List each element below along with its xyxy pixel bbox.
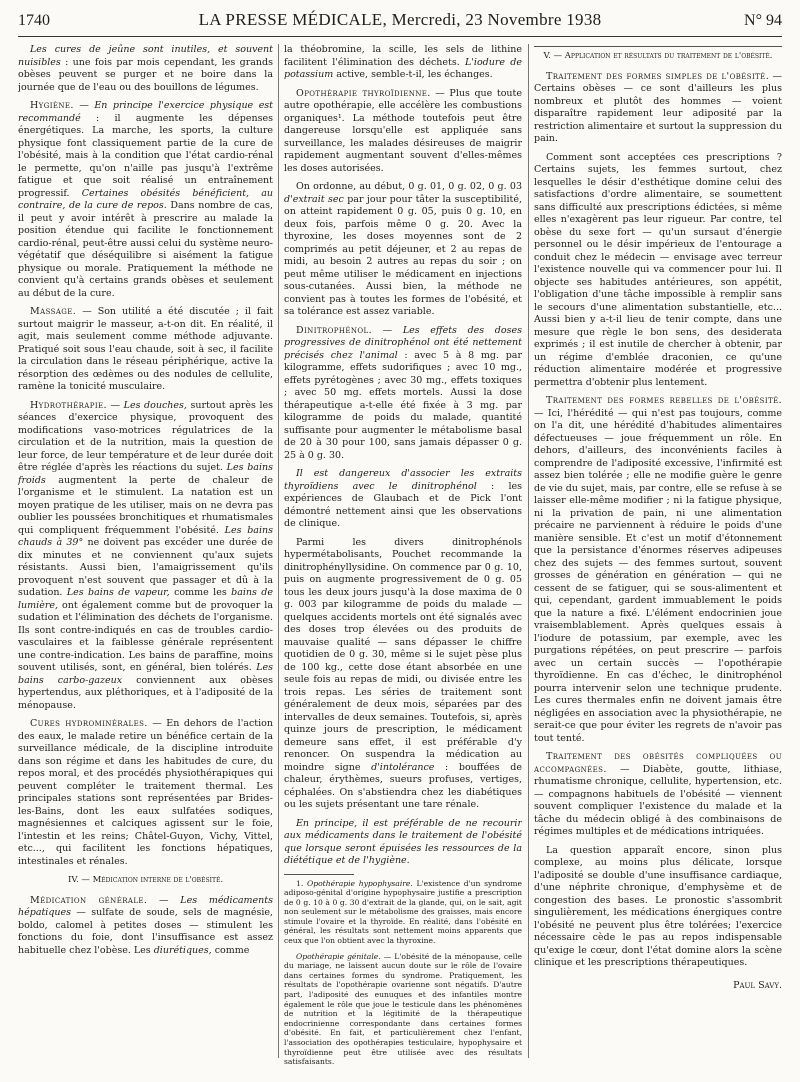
- text: Dans nombre de cas, il peut y avoir intérêt à prescrire au malade la position étendue qui facilite le fonctionnement cardio-rénal, peut-être aussi celui du système neuro-végétatif que déséquilibre si aisément la fatigue physique ou morale. Pratiquement la méthode ne convient qu'à certains grands obèses et seulement au début de la cure.: [18, 200, 273, 299]
- text: ont également comme but de provoquer la sudation et l'élimination des déchets de l'organisme. Ils sont contre-indiqués en cas de troubles cardio-vasculaires et la faiblesse générale représentent une contre-indication. Les bains de paraffine, moins souvent utilisés, sont, en général, bien tolérés.: [18, 599, 273, 673]
- paragraph-rebel-forms: [534, 395, 782, 745]
- paragraph-continuation: [284, 44, 522, 82]
- emphasis: Opothérapie hypophysaire.: [306, 878, 413, 888]
- footnote-2: [284, 952, 522, 1067]
- run-in-heading: Traitement des formes rebelles de l'obésité.: [546, 395, 782, 406]
- emphasis: Les effets des doses progressives de dinitrophénol ont été nettement précisés chez l'animal: [284, 324, 522, 361]
- paragraph-hydromineral-cures: [18, 718, 273, 868]
- run-in-heading: Massage.: [30, 306, 77, 317]
- paragraph-simple-forms: [534, 71, 782, 146]
- run-in-heading: Cures hydrominérales.: [30, 718, 148, 729]
- emphasis: d'intolérance: [371, 761, 435, 773]
- run-in-heading: Hygiène.: [30, 100, 74, 111]
- text: — Diabète, goutte, lithiase, rhumatisme chronique, cellulite, hypertension, etc. — compagnons habituels de l'obésité — viennent souvent compliquer l'existence du malade et la tâche du médecin obligé à des combinaisons de régimes multiples et de médications intriquées.: [534, 763, 782, 837]
- run-in-heading: Dinitrophénol.: [296, 324, 373, 336]
- paragraph-complex-question: [534, 845, 782, 970]
- emphasis: d'extrait sec: [284, 193, 344, 205]
- text: ne doivent pas excéder une durée de dix minutes et ne conviennent qu'aux sujets résistants. Aussi bien, l'amaigrissement qu'ils provoquent n'est souvent que passager et dû à la sudation.: [18, 537, 273, 598]
- paragraph-general-medication: Médication générale. — Les médicaments hépatiques — sulfate de soude, sels de magnésie, boldo, calomel à petites doses — stimulent les fonctions du foie, dont l'insuffisance est assez habituelle chez l'obèse. Les diurétiques, comme: [18, 894, 273, 956]
- paragraph-complicated-forms: [534, 751, 782, 839]
- page-header: [18, 10, 782, 37]
- text: — Ici, l'hérédité — qui n'est pas toujours, comme on l'a dit, une hérédité d'habitudes alimentaires défectueuses — joue fréquemment un rôle. En dehors, d'ailleurs, des inconvénients faciles à comprendre de l'adiposité excessive, l'infirmité est assez bien tolérée ; elle ne modifie guère le genre de vie du sujet, mais, par contre, elle se refuse à se laisser elle-même modifier ; ni la fatigue physique, ni la privation de pain, ni une alimentation précaire ne parviennent à réduire le poids d'une manière sensible. Et c'est un motif d'étonnement que la persistance d'énormes réserves adipeuses chez des sujets — des femmes surtout, souvent grosses de génération en génération — qui ne cessent de se fatiguer, qui se sous-alimentent et qui, cependant, gardent immuablement le poids que la nature a fixé. L'élément endocrinien joue vraisemblablement. Après quelques essais à l'iodure de potassium, par exemple, avec les purgations répétées, on peut prescrire — parfois avec un certain succès — l'opothérapie thyroïdienne. En cas d'échec, le dinitrophénol pourra intervenir selon une technique prudente. Les cures thermales enfin ne doivent jamais être négligées en association avec la physiothérapie, ne serait-ce que pour éviter les regrets de n'avoir pas tout tenté.: [534, 407, 782, 744]
- emphasis: En principe l'exercice physique est recommandé: [18, 100, 273, 124]
- paragraph-hydrotherapy: Hydrothérapie. — Les douches, surtout après les séances d'exercice physique, provoquent des modifications vaso-motrices régulatrices de la circulation et de la nutrition, mais la question de leur force, de leur température et de leur durée doit être réglée d'après les réactions du sujet. Les bains froids augmentent la perte de chaleur de l'organisme et le stimulent. La natation est un moyen pratique de les utiliser, mais on ne devra pas oublier les poussées bronchitiques et rhumatismales qui compliquent fréquemment l'obésité. Les bains chauds à 39° ne doivent pas excéder une durée de dix minutes et ne conviennent qu'aux sujets résistants. Aussi bien, l'amaigrissement qu'ils provoquent n'est souvent que passager et dû à la sudation. Les bains de vapeur, comme les bains de lumière, ont également comme but de provoquer la sudation et l'élimination des déchets de l'organisme. Ils sont contre-indiqués en cas de troubles cardio-vasculaires et la faiblesse générale représentent une contre-indication. Les bains de paraffine, moins souvent utilisés, sont, en général, bien tolérés. Les bains carbo-gazeux conviennent aux obèses hypertendus, aux pléthoriques, et à l'adiposité de la ménopause.: [18, 399, 273, 711]
- paragraph-dinitrophenol-dosage: [284, 537, 522, 812]
- text: : bouffées de chaleur, érythèmes, sueurs profuses, vertiges, céphalées. On s'abstiendra chez les diabétiques ou les sujets présentant une tare rénale.: [284, 761, 522, 810]
- text: : les expériences de Glaubach et de Pick l'ont démontré nettement ainsi que les observations de clinique.: [284, 480, 522, 529]
- paragraph-hygiene: Hygiène. — En principe l'exercice physique est recommandé : il augmente les dépenses énergétiques. La marche, les sports, la culture physique font classiquement partie de la cure de l'obésité, mais à la condition que l'état cardio-rénal le permette, qu'on n'aille pas jusqu'à l'extrême fatigue et que soit réalisé un entraînement progressif. Certaines obésités bénéficient, au contraire, de la cure de repos. Dans nombre de cas, il peut y avoir intérêt à prescrire au malade la position étendue qui facilite le fonctionnement cardio-rénal, peut-être aussi celui du système neuro-végétatif que déséquilibre si aisément la fatigue physique ou morale. Pratiquement la méthode ne convient qu'à certains grands obèses et seulement au début de la cure.: [18, 100, 273, 299]
- text: par jour pour tâter la susceptibilité, on atteint rapidement 0 g. 05, puis 0 g. 10, en deux fois, parfois même 0 g. 20. Avec la thyroxine, les doses moyennes sont de 2 comprimés au petit déjeuner, et 2 au repas de midi, au besoin 2 autres au repas du soir ; on peut même utiliser le médicament en injections sous-cutanées. Aussi bien, la méthode ne convient pas à toutes les formes de l'obésité, et sa tolérance est assez variable.: [284, 193, 522, 317]
- paragraph-principle: [284, 818, 522, 868]
- text: Parmi les divers dinitrophénols hypermétabolisants, Pouchet recommande la dinitrophényllysidine. On commence par 0 g. 10, puis on augmente progressivement de 0 g. 05 tous les deux jours jusqu'à la dose maxima de 0 g. 003 par kilogramme de poids du malade — quelques accidents mortels ont été signalés avec des doses trop élevées ou des produits de mauvaise qualité — sans dépasser le chiffre quotidien de 0 g. 30, même si le sujet pèse plus de 100 kg., cette dose étant absorbée en une seule fois au repas de midi, ou divisée entre les trois repas. Les séries de traitement sont généralement de deux mois, séparées par des intervalles de deux semaines. Toutefois, si, après quinze jours de prescription, le médicament demeure sans effet, il est préférable d'y renoncer. On suspendra la médication au moindre signe: [284, 536, 522, 773]
- paragraph-thyroid-opotherapy: [284, 88, 522, 176]
- emphasis: Les médicaments hépatiques: [18, 894, 273, 918]
- column-rule-right: [528, 44, 529, 1058]
- run-in-heading: Traitement des obésités compliquées ou accompagnées.: [534, 751, 782, 775]
- paragraph-dinitrophenol: Dinitrophénol. — Les effets des doses progressives de dinitrophénol ont été nettement précisés chez l'animal : avec 5 à 8 mg. par kilogramme, effets sudorifiques ; avec 10 mg., effets pyrétogènes ; avec 30 mg., effets toxiques ; avec 50 mg. effets mortels. Aussi la dose thérapeutique a-t-elle été fixée à 3 mg. par kilogramme de poids du malade, quantité suffisante pour augmenter le métabolisme basal de 20 à 30 pour 100, sans jamais dépasser 0 g. 25 à 0 g. 30.: [284, 324, 522, 461]
- emphasis: Il est dangereux d'associer les extraits thyroïdiens avec le dinitrophénol: [284, 468, 522, 492]
- text: conviennent aux obèses hypertendus, aux pléthoriques, et à l'adiposité de la ménopause.: [18, 674, 273, 711]
- paragraph-massage: [18, 306, 273, 394]
- footnote-rule: [284, 874, 354, 875]
- text: : une fois par mois cependant, les grands obèses peuvent se purger et ne boire dans la journée que de l'eau ou des bouillons de légumes.: [18, 56, 273, 93]
- text: L'existence d'un syndrome adiposo-génital d'origine hypophysaire justifie a prescription de 0 g. 10 à 0 g. 30 d'extrait de la glande, qui, on le sait, agit non seulement sur le métabolisme des graisses, mais encore stimule l'ovaire et la thyroïde. En réalité, dans l'obésité en général, les résultats sont nettement moins apparents que ceux que l'on obtient avec la thyroxine.: [284, 878, 522, 946]
- text: — L'obésité de la ménopause, celle du mariage, ne laissent aucun doute sur le rôle de l'ovaire dans certaines formes du syndrome. Pratiquement, les résultats de l'opothérapie ovarienne sont négatifs. D'autre part, l'adiposité des eunuques et des infantiles montre également le rôle que joue le testicule dans les phénomènes de nutrition et la légitimité de la thérapeutique endocrinienne correspondante dans certaines formes d'obésité. En fait, et particulièrement chez l'enfant, l'association des opothérapies testiculaire, hypophysaire et thyroïdienne peut être utilisée avec des résultats satisfaisants.: [284, 951, 522, 1067]
- author-signature: Paul Savy.: [733, 979, 782, 991]
- run-in-heading: Opothérapie thyroïdienne.: [296, 87, 431, 99]
- emphasis: Les bains de vapeur,: [66, 587, 170, 598]
- text: la théobromine, la scille, les sels de lithine facilitent l'élimination des déchets.: [284, 44, 522, 68]
- text: — Certains obèses — ce sont d'ailleurs les plus nombreux et plutôt des hommes — voient disparaître rapidement leur adiposité par la restriction alimentaire et surtout la suppression du pain.: [534, 70, 782, 144]
- section-heading-iv: IV. — Médication interne de l'obésité.: [67, 875, 224, 885]
- emphasis: Les bains froids: [18, 462, 273, 486]
- section-heading-v: V. — Application et résultats du traitement de l'obésité.: [534, 46, 782, 63]
- emphasis: diurétiques,: [153, 944, 212, 956]
- text: La question apparaît encore, sinon plus complexe, au moins plus délicate, lorsque l'adiposité se double d'une insuffisance cardiaque, d'une néphrite chronique, d'emphysème et de congestion des bases. Le pronostic s'assombrit singulièrement, les médications énergiques contre l'obésité ne peuvent plus être tolérées; l'exercice nécessaire cède le pas au repos indispensable qu'exige le cœur, dont l'état domine alors la scène clinique et les prescriptions thérapeutiques.: [534, 844, 782, 968]
- journal-title: LA PRESSE MÉDICALE, Mercredi, 23 Novembre 1938: [198, 10, 602, 29]
- issue-number: N° 94: [744, 12, 782, 29]
- emphasis: Les douches,: [123, 399, 187, 411]
- emphasis: En principe, il est préférable de ne recourir aux médicaments dans le traitement de l'obésité que lorsque seront épuisées les ressources de la diététique et de l'hygiène.: [284, 817, 522, 866]
- text: active, semble-t-il, les échanges.: [333, 69, 493, 80]
- footnote-1: 1. Opothérapie hypophysaire. L'existence d'un syndrome adiposo-génital d'origine hypophysaire justifie a prescription de 0 g. 10 à 0 g. 30 d'extrait de la glande, qui, on le sait, agit non seulement sur le métabolisme des graisses, mais encore stimule l'ovaire et la thyroïde. En réalité, dans l'obésité en général, les résultats sont nettement moins apparents que ceux que l'on obtient avec la thyroxine.: [284, 878, 522, 946]
- text: comme les: [169, 587, 232, 598]
- run-in-heading: Médication générale.: [30, 894, 148, 906]
- text: On ordonne, au début, 0 g. 01, 0 g. 02, 0 g. 03: [296, 181, 522, 192]
- run-in-heading: Hydrothérapie.: [30, 399, 107, 411]
- text: — Son utilité a été discutée ; il fait surtout maigrir le masseur, a-t-on dit. En réalité, il agit, mais seulement comme méthode adjuvante. Pratiqué soit sous l'eau chaude, soit à sec, il facilite la circulation dans le réseau périphérique, active la résorption des œdèmes ou des nodules de cellulite, ramène la tonicité musculaire.: [18, 306, 273, 392]
- text: : avec 5 à 8 mg. par kilogramme, effets sudorifiques ; avec 10 mg., effets pyrétogènes ; avec 30 mg., effets toxiques ; avec 50 mg. effets mortels. Aussi la dose thérapeutique a-t-elle été fixée à 3 mg. par kilogramme de poids du malade, quantité suffisante pour augmenter le métabolisme basal de 20 à 30 pour 100, sans jamais dépasser 0 g. 25 à 0 g. 30.: [284, 349, 522, 461]
- column-rule-left: [278, 44, 279, 1058]
- column-1: [18, 44, 273, 1076]
- emphasis: Les cures de jeûne sont inutiles, et souvent nuisibles: [18, 44, 273, 68]
- column-2: [284, 44, 522, 1076]
- paragraph-fasting: [18, 44, 273, 94]
- emphasis: bains de lumière,: [18, 587, 273, 611]
- text: : il augmente les dépenses énergétiques. La marche, les sports, la culture physique font classiquement partie de la cure de l'obésité, mais à la condition que l'état cardio-rénal le permette, qu'on n'aille pas jusqu'à l'extrême fatigue et que soit réalisé un entraînement progressif.: [18, 112, 273, 199]
- emphasis: Opothérapie génitale.: [296, 951, 381, 961]
- emphasis: L'iodure de potassium: [284, 56, 522, 80]
- text: — sulfate de soude, sels de magnésie, boldo, calomel à petites doses — stimulent les fonctions du foie, dont l'insuffisance est assez habituelle chez l'obèse. Les: [18, 907, 273, 956]
- text: augmentent la perte de chaleur de l'organisme et le stimulent. La natation est un moyen pratique de les utiliser, mais on ne devra pas oublier les poussées bronchitiques et rhumatismales qui compliquent fréquemment l'obésité.: [18, 474, 273, 536]
- emphasis: Certaines obésités bénéficient, au contraire, de la cure de repos.: [18, 187, 273, 211]
- emphasis: Les bains carbo-gazeux: [18, 662, 273, 686]
- paragraph-prescriptions: [534, 152, 782, 390]
- text: comme: [211, 944, 250, 956]
- text: — En dehors de l'action des eaux, le malade retire un bénéfice certain de la surveillance médicale, de la discipline introduite dans son régime et dans les habitudes de cure, du repos moral, et des procédés physiothérapiques qui peuvent compléter le traitement thermal. Les principales stations sont représentées par Brides-les-Bains, dont les eaux sulfatées sodiques, magnésiennes et calciques agissent sur le foie, l'intestin et les reins; Châtel-Guyon, Vichy, Vittel, etc..., qui facilitent les fonctions hépatiques, intestinales et rénales.: [18, 718, 273, 867]
- run-in-heading: Traitement des formes simples de l'obésité.: [546, 70, 770, 82]
- emphasis: Les bains chauds à 39°: [18, 524, 273, 548]
- text: Comment sont acceptées ces prescriptions ? Certains sujets, les femmes surtout, chez lesquelles le désir d'esthétique domine celui des satisfactions d'ordre alimentaire, se soumettent sans difficulté aux prescriptions édictées, si même elles n'exagèrent pas leur rigueur. Par contre, tel obèse du sexe fort — qu'un sursaut d'énergie personnel ou le désir impérieux de l'entourage a conduit chez le médecin — envisage avec terreur l'existence nouvelle qui va commencer pour lui. Il objecte ses habitudes antérieures, son appétit, l'obligation d'une tâche impossible à remplir sans le secours d'une alimentation substantielle, etc... Aussi bien y a-t-il lieu de tenir compte, dans une mesure que règle le bon sens, des desiderata exprimés ; il est inutile de chercher à obtenir, par un régime d'emblée draconien, ce qu'une réduction alimentaire modérée et progressive permettra d'obtenir plus lentement.: [534, 151, 782, 388]
- text: — Plus que toute autre opothérapie, elle accélère les combustions organiques¹. La méthode toutefois peut être dangereuse lorsqu'elle est appliquée sans surveillance, les malades désireuses de maigrir rapidement augmentant souvent d'elles-mêmes les doses autorisées.: [284, 87, 522, 174]
- paragraph-thyroid-dosage: [284, 181, 522, 319]
- page-number: 1740: [18, 12, 50, 29]
- paragraph-dinitrophenol-warning: [284, 468, 522, 531]
- text: surtout après les séances d'exercice physique, provoquent des modifications vaso-motrices régulatrices de la circulation et de la nutrition, mais la question de leur force, de leur température et de leur durée doit être réglée d'après les réactions du sujet.: [18, 399, 273, 473]
- column-3: [534, 44, 782, 1076]
